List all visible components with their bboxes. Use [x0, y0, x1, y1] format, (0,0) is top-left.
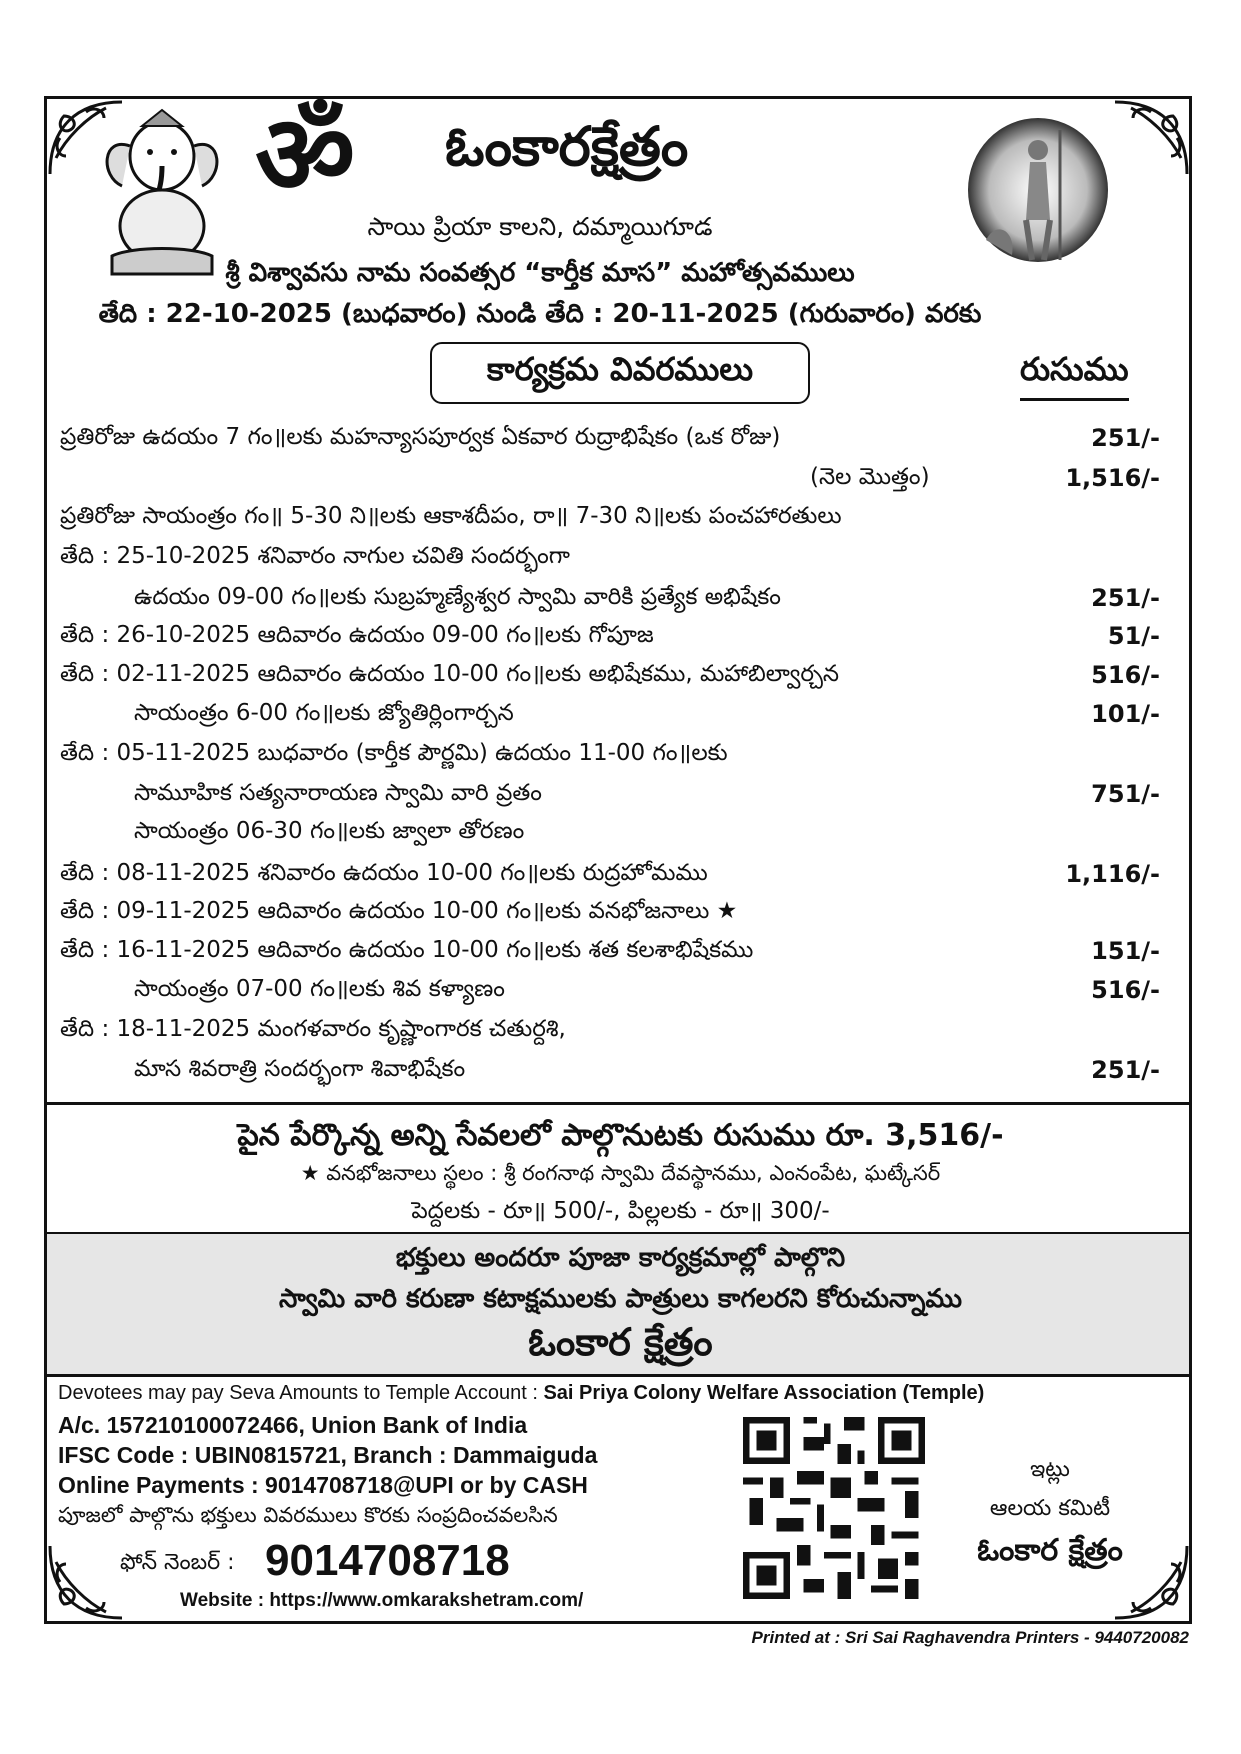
program-row	[60, 464, 1160, 500]
row-text: తేది : 25-10-2025 శనివారం నాగుల చవితి సందర్భంగా	[60, 543, 570, 569]
contact-note: పూజలో పాల్గొను భక్తులు వివరములు కొరకు సంప్రదించవలసిన	[58, 1503, 558, 1527]
row-text: సాయంత్రం 07-00 గం॥లకు శివ కళ్యాణం	[134, 976, 505, 1002]
online-payments: Online Payments : 9014708718@UPI or by CASH	[58, 1472, 588, 1498]
row-text: (నెల మొత్తం)	[810, 464, 930, 490]
row-amount: 516/-	[1091, 661, 1160, 689]
row-amount: 101/-	[1091, 700, 1160, 728]
qr-code-icon[interactable]	[736, 1410, 932, 1606]
program-row	[60, 1056, 1160, 1092]
row-text: సామూహిక సత్యనారాయణ స్వామి వారి వ్రతం	[134, 780, 542, 806]
row-text: తేది : 05-11-2025 బుధవారం (కార్తీక పౌర్ణమి) ఉదయం 11-00 గం॥లకు	[60, 740, 728, 766]
row-amount: 1,116/-	[1065, 860, 1160, 888]
bank-intro	[58, 1382, 984, 1405]
row-text: సాయంత్రం 06-30 గం॥లకు జ్వాలా తోరణం	[134, 818, 525, 844]
row-text: తేది : 26-10-2025 ఆదివారం ఉదయం 09-00 గం॥లకు గోపూజ	[60, 622, 654, 648]
row-text: ఉదయం 09-00 గం॥లకు సుబ్రహ్మణ్యేశ్వర స్వామి వారికి ప్రత్యేక అభిషేకం	[134, 584, 781, 610]
row-text: తేది : 08-11-2025 శనివారం ఉదయం 10-00 గం॥లకు రుద్రహోమము	[60, 860, 708, 886]
row-amount: 251/-	[1091, 1056, 1160, 1084]
divider	[44, 1102, 1192, 1105]
picnic-venue: ★ వనభోజనాలు స్థలం : శ్రీ రంగనాథ స్వామి దేవస్థానము, ఎంనంపేట, ఘట్కేసర్	[300, 1161, 941, 1185]
bank-ifsc: IFSC Code : UBIN0815721, Branch : Dammaiguda	[58, 1442, 598, 1468]
program-row	[60, 740, 1160, 776]
bank-account: A/c. 157210100072466, Union Bank of India	[58, 1412, 528, 1438]
program-row	[60, 503, 1160, 539]
row-amount: 151/-	[1091, 937, 1160, 965]
all-services-fee: పైన పేర్కొన్న అన్ని సేవలలో పాల్గొనుటకు రుసుము రూ. 3,516/-	[237, 1118, 1004, 1153]
murugan-image-icon	[956, 110, 1120, 280]
appeal-line-3: ఓంకార క్షేత్రం	[528, 1320, 713, 1364]
appeal-line-1: భక్తులు అందరూ పూజా కార్యక్రమాల్లో పాల్గొని	[395, 1243, 846, 1273]
row-amount: 251/-	[1091, 424, 1160, 452]
signature-line-2: ఆలయ కమిటీ	[989, 1496, 1111, 1521]
program-heading-box	[430, 342, 810, 404]
row-amount: 251/-	[1091, 584, 1160, 612]
program-row	[60, 622, 1160, 658]
signature-line-1: ఇట్లు	[1030, 1457, 1070, 1482]
row-text: తేది : 16-11-2025 ఆదివారం ఉదయం 10-00 గం॥లకు శత కలశాభిషేకము	[60, 937, 754, 963]
phone-label: ఫోన్ నెంబర్ :	[120, 1550, 235, 1575]
festival-line: శ్రీ విశ్వావసు నామ సంవత్సర “కార్తీక మాస” మహోత్సవములు	[225, 258, 855, 288]
program-row	[60, 424, 1160, 460]
program-row	[60, 700, 1160, 736]
program-row	[60, 860, 1160, 896]
om-symbol: ॐ	[255, 90, 356, 219]
phone-number: 9014708718	[265, 1536, 510, 1585]
location-line: సాయి ప్రియా కాలని, దమ్మాయిగూడ	[367, 212, 713, 241]
row-text: ప్రతిరోజు ఉదయం 7 గం॥లకు మహన్యాసపూర్వక ఏకవార రుద్రాభిషేకం (ఒక రోజు)	[60, 424, 781, 450]
program-row	[60, 543, 1160, 579]
ganesha-image-icon	[92, 106, 232, 281]
row-text: సాయంత్రం 6-00 గం॥లకు జ్యోతిర్లింగార్చన	[134, 700, 514, 726]
program-row	[60, 976, 1160, 1012]
row-text: తేది : 09-11-2025 ఆదివారం ఉదయం 10-00 గం॥లకు వనభోజనాలు ★	[60, 898, 738, 924]
program-row	[60, 780, 1160, 816]
program-heading: కార్యక్రమ వివరములు	[486, 350, 754, 388]
dates-line: తేది : 22-10-2025 (బుధవారం) నుండి తేది : 20-11-2025 (గురువారం) వరకు	[98, 299, 982, 329]
row-amount: 516/-	[1091, 976, 1160, 1004]
row-amount: 1,516/-	[1065, 464, 1160, 492]
corner-ornament-icon	[1111, 98, 1191, 178]
bank-intro-text: Devotees may pay Seva Amounts to Temple Account :	[58, 1382, 544, 1404]
printer-credit: Printed at : Sri Sai Raghavendra Printers - 9440720082	[751, 1628, 1189, 1647]
row-text: ప్రతిరోజు సాయంత్రం గం॥ 5-30 ని॥లకు ఆకాశదీపం, రా॥ 7-30 ని॥లకు పంచహారతులు	[60, 503, 842, 529]
row-text: మాస శివరాత్రి సందర్భంగా శివాభిషేకం	[134, 1056, 466, 1082]
program-row	[60, 584, 1160, 620]
program-row	[60, 661, 1160, 697]
website-link[interactable]: Website : https://www.omkarakshetram.com/	[180, 1590, 584, 1611]
picnic-rates: పెద్దలకు - రూ॥ 500/-, పిల్లలకు - రూ॥ 300/-	[411, 1198, 830, 1224]
signature-line-3: ఓంకార క్షేత్రం	[977, 1533, 1123, 1568]
program-row	[60, 1016, 1160, 1052]
temple-title: ఓంకారక్షేత్రం	[445, 115, 689, 178]
divider	[44, 1374, 1192, 1377]
program-row	[60, 937, 1160, 973]
row-amount: 751/-	[1091, 780, 1160, 808]
appeal-line-2: స్వామి వారి కరుణా కటాక్షములకు పాత్రులు కాగలరని కోరుచున్నాము	[278, 1284, 963, 1314]
row-text: తేది : 18-11-2025 మంగళవారం కృష్ణాంగారక చతుర్దశి,	[60, 1016, 566, 1042]
program-row	[60, 898, 1160, 934]
program-row	[60, 818, 1160, 854]
fee-heading: రుసుము	[1020, 350, 1129, 401]
corner-ornament-icon	[46, 1542, 126, 1622]
row-text: తేది : 02-11-2025 ఆదివారం ఉదయం 10-00 గం॥లకు అభిషేకము, మహాబిల్వార్చన	[60, 661, 840, 687]
row-amount: 51/-	[1107, 622, 1160, 650]
bank-account-name: Sai Priya Colony Welfare Association (Temple)	[543, 1382, 985, 1404]
